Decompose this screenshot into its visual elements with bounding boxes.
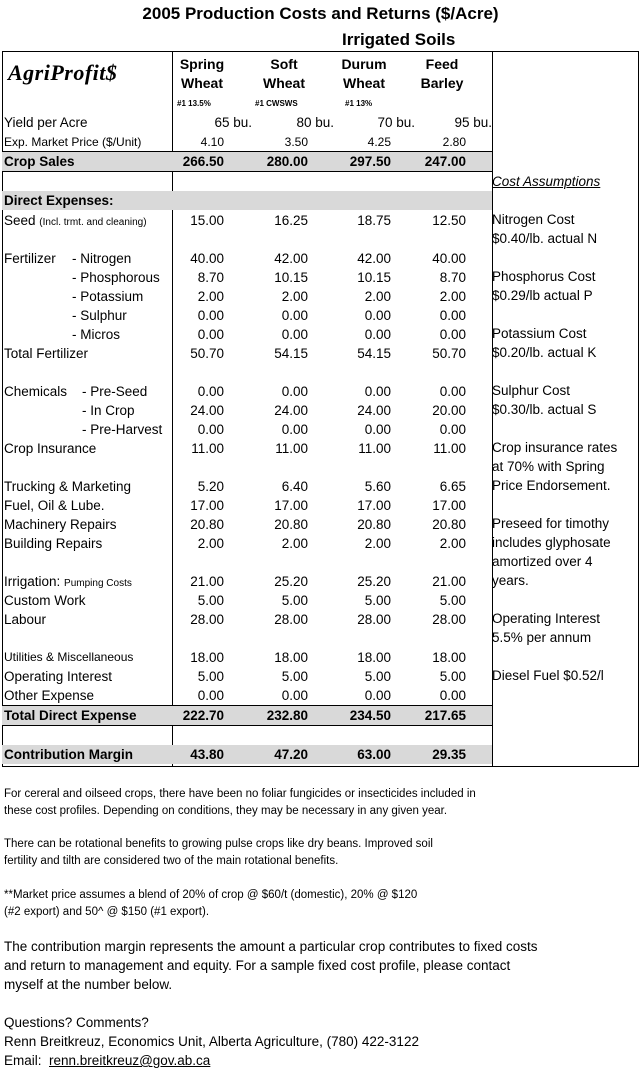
cell: 297.50	[349, 154, 391, 169]
note-line: includes glyphosate	[492, 535, 611, 550]
row-label: Labour	[4, 612, 47, 627]
row-label: Crop Insurance	[4, 441, 97, 456]
cell: 24.00	[274, 403, 308, 418]
cell: 0.00	[439, 688, 466, 703]
footnote-line: fertility and tilth are considered two of the main rotational benefits.	[4, 855, 339, 867]
cell: 54.15	[274, 346, 308, 361]
contact-line: Renn Breitkreuz, Economics Unit, Alberta Agriculture, (780) 422-3122	[4, 1034, 419, 1049]
row-building-repairs	[2, 534, 492, 553]
cell: 20.80	[432, 517, 466, 532]
cell: 65 bu.	[214, 115, 252, 130]
cell: 40.00	[190, 251, 224, 266]
cell: 6.40	[281, 479, 308, 494]
table-top-border	[2, 51, 639, 52]
col-header-line1: Feed	[425, 56, 459, 72]
note-line: 5.5% per annum	[492, 630, 592, 645]
footnote-contribution-margin	[4, 937, 538, 994]
col-header-line2: Barley	[420, 75, 464, 91]
row-labour	[2, 610, 492, 629]
cell: 0.00	[197, 384, 224, 399]
cell: 24.00	[190, 403, 224, 418]
footnote-line: For cereral and oilseed crops, there have been no foliar fungicides or insecticides included in	[4, 788, 476, 800]
cell: 15.00	[190, 213, 224, 228]
cell: 16.25	[274, 213, 308, 228]
cell: 217.65	[424, 708, 466, 723]
cell: 70 bu.	[377, 115, 415, 130]
col-header-feed-barley	[402, 55, 482, 93]
page-title: 2005 Production Costs and Returns ($/Acre)	[142, 4, 499, 23]
row-label: Machinery Repairs	[4, 517, 117, 532]
cell: 42.00	[357, 251, 391, 266]
cell: 5.00	[281, 669, 308, 684]
cell: 17.00	[274, 498, 308, 513]
cell: 28.00	[432, 612, 466, 627]
cell: 6.65	[439, 479, 466, 494]
cell: 0.00	[281, 384, 308, 399]
cell: 5.60	[364, 479, 391, 494]
cell: 43.80	[190, 747, 224, 762]
note-line: years.	[492, 573, 529, 588]
grade-durum-wheat: #1 13%	[345, 99, 373, 108]
note-line: Price Endorsement.	[492, 478, 611, 493]
grade-spring-wheat: #1 13.5%	[177, 99, 211, 108]
cell: 17.00	[432, 498, 466, 513]
cell: 21.00	[432, 574, 466, 589]
row-label: Crop Sales	[4, 154, 75, 169]
row-label: - In Crop	[82, 403, 135, 418]
row-price	[2, 133, 492, 152]
row-utilities	[2, 648, 492, 667]
cell: 5.00	[364, 669, 391, 684]
cell: 2.00	[281, 289, 308, 304]
note-line: Operating Interest	[492, 611, 601, 626]
cell: 2.00	[197, 289, 224, 304]
note-line: amortized over 4	[492, 554, 593, 569]
cell: 0.00	[364, 327, 391, 342]
row-trucking	[2, 477, 492, 496]
footnote-line: (#2 export) and 50^ @ $150 (#1 export).	[4, 906, 210, 918]
footnote-fungicides	[4, 786, 476, 820]
cell: 8.70	[439, 270, 466, 285]
cell: 2.00	[364, 536, 391, 551]
note-line: Crop insurance rates	[492, 440, 618, 455]
note-line: Preseed for timothy	[492, 516, 610, 531]
note-line: $0.40/lb. actual N	[492, 231, 598, 246]
seed-label: Seed	[4, 213, 36, 228]
cell: 11.00	[358, 441, 391, 456]
cell: 2.00	[281, 536, 308, 551]
cell: 18.00	[190, 650, 224, 665]
irrigation-label: Irrigation:	[4, 574, 61, 589]
cell: 0.00	[197, 308, 224, 323]
cell: 18.75	[357, 213, 391, 228]
cell: 5.00	[197, 669, 224, 684]
cell: 280.00	[266, 154, 308, 169]
cell: 20.80	[274, 517, 308, 532]
footnote-line: myself at the number below.	[4, 977, 173, 992]
cell: 95 bu.	[454, 115, 492, 130]
row-chem-incrop	[2, 401, 492, 420]
note-line: Potassium Cost	[492, 326, 587, 341]
cell: 0.00	[364, 688, 391, 703]
cell: 2.00	[197, 536, 224, 551]
note-line: Diesel Fuel $0.52/l	[492, 668, 604, 683]
agriprofit-logo: AgriProfit$	[8, 60, 118, 85]
cell: 28.00	[274, 612, 308, 627]
col-header-soft-wheat	[244, 55, 324, 93]
row-label: Total Fertilizer	[4, 346, 89, 361]
cell: 11.00	[275, 441, 308, 456]
cell: 5.00	[197, 593, 224, 608]
cell: 10.15	[357, 270, 391, 285]
cell: 80 bu.	[296, 115, 334, 130]
cell: 0.00	[439, 422, 466, 437]
cell: 17.00	[190, 498, 224, 513]
row-yield	[2, 113, 492, 132]
note-line: $0.20/lb. actual K	[492, 345, 597, 360]
cell: 28.00	[357, 612, 391, 627]
footnote-market-price	[4, 887, 417, 921]
cell: 40.00	[432, 251, 466, 266]
seed-note: (Incl. trmt. and cleaning)	[39, 217, 147, 228]
note-line: $0.30/lb. actual S	[492, 402, 597, 417]
row-total-direct-expense	[2, 706, 492, 725]
divider	[2, 171, 492, 172]
row-crop-insurance	[2, 439, 492, 458]
footnote-line: these cost profiles. Depending on conditions, they may be necessary in any given year.	[4, 805, 448, 817]
cell: 63.00	[357, 747, 391, 762]
row-custom-work	[2, 591, 492, 610]
cell: 4.25	[367, 135, 391, 149]
cell: 0.00	[364, 384, 391, 399]
cell: 0.00	[197, 327, 224, 342]
footnote-pulse-crops	[4, 836, 433, 870]
col-header-line1: Soft	[270, 56, 298, 72]
cell: 54.15	[357, 346, 391, 361]
cell: 222.70	[182, 708, 224, 723]
cell: 11.00	[433, 441, 466, 456]
contact-block	[4, 1013, 419, 1070]
cell: 0.00	[439, 308, 466, 323]
cell: 28.00	[190, 612, 224, 627]
cost-assumptions-heading: Cost Assumptions	[492, 174, 601, 189]
footnote-line: The contribution margin represents the amount a particular crop contributes to fixed costs	[4, 939, 538, 954]
cell: 2.00	[439, 289, 466, 304]
col-header-line1: Spring	[179, 56, 225, 72]
cell: 24.00	[357, 403, 391, 418]
cell: 25.20	[357, 574, 391, 589]
row-label: Building Repairs	[4, 536, 103, 551]
row-other-expense	[2, 686, 492, 705]
cell: 0.00	[197, 422, 224, 437]
cell: 0.00	[281, 308, 308, 323]
cell: 18.00	[432, 650, 466, 665]
cell: 20.80	[357, 517, 391, 532]
cell: 2.00	[439, 536, 466, 551]
cell: 0.00	[281, 422, 308, 437]
cell: 5.00	[439, 593, 466, 608]
row-label: Contribution Margin	[4, 747, 133, 762]
section-heading: Direct Expenses:	[4, 193, 114, 208]
cell: 5.00	[281, 593, 308, 608]
row-fert-phosphorous	[2, 268, 492, 287]
col-header-line1: Durum	[341, 56, 387, 72]
col-header-durum-wheat	[324, 55, 404, 93]
note-line: Nitrogen Cost	[492, 212, 575, 227]
cell: 247.00	[424, 154, 466, 169]
email-label: Email:	[4, 1053, 42, 1068]
row-label: Yield per Acre	[4, 115, 88, 130]
cell: 0.00	[197, 688, 224, 703]
questions-line: Questions? Comments?	[4, 1015, 149, 1030]
divider	[2, 725, 492, 726]
cell: 3.50	[284, 135, 308, 149]
cell: 0.00	[364, 422, 391, 437]
cell: 25.20	[274, 574, 308, 589]
cell: 8.70	[197, 270, 224, 285]
chemicals-label: Chemicals	[4, 384, 68, 399]
cell: 50.70	[190, 346, 224, 361]
row-seed	[2, 211, 492, 230]
row-label: Operating Interest	[4, 669, 113, 684]
row-fert-potassium	[2, 287, 492, 306]
cell: 12.50	[432, 213, 466, 228]
irrigation-note: Pumping Costs	[64, 578, 132, 589]
footnote-line: and return to management and equity. For a sample fixed cost profile, please contact	[4, 958, 511, 973]
grade-soft-wheat: #1 CWSWS	[255, 99, 298, 108]
row-irrigation	[2, 572, 492, 591]
note-line: at 70% with Spring	[492, 459, 605, 474]
cell: 17.00	[357, 498, 391, 513]
row-direct-expenses-heading	[2, 191, 492, 210]
cell: 11.00	[191, 441, 224, 456]
row-label: - Pre-Harvest	[82, 422, 163, 437]
cell: 42.00	[274, 251, 308, 266]
cell: 266.50	[182, 154, 224, 169]
page-subtitle: Irrigated Soils	[342, 30, 456, 49]
cell: 18.00	[357, 650, 391, 665]
row-label: Total Direct Expense	[4, 708, 137, 723]
cell: 2.80	[442, 135, 466, 149]
fertilizer-label: Fertilizer	[4, 251, 56, 266]
table-bottom-border	[2, 766, 639, 767]
row-chem-preharvest	[2, 420, 492, 439]
row-label: Other Expense	[4, 688, 95, 703]
cell: 232.80	[266, 708, 308, 723]
cell: 5.00	[364, 593, 391, 608]
cell: 29.35	[432, 747, 466, 762]
note-line: Sulphur Cost	[492, 383, 571, 398]
row-label: Fuel, Oil & Lube.	[4, 498, 105, 513]
cell: 5.00	[439, 669, 466, 684]
cell: 0.00	[439, 327, 466, 342]
row-label: Trucking & Marketing	[4, 479, 132, 494]
cell: 234.50	[349, 708, 391, 723]
email-line	[4, 1051, 419, 1070]
cell: 0.00	[281, 688, 308, 703]
col-header-line2: Wheat	[263, 75, 305, 91]
row-label: Custom Work	[4, 593, 86, 608]
note-line: Phosphorus Cost	[492, 269, 596, 284]
row-operating-interest	[2, 667, 492, 686]
footnote-line: There can be rotational benefits to growing pulse crops like dry beans. Improved soil	[4, 838, 433, 850]
cell: 0.00	[281, 327, 308, 342]
footnote-line: **Market price assumes a blend of 20% of crop @ $60/t (domestic), 20% @ $120	[4, 889, 418, 901]
email-link[interactable]: renn.breitkreuz@gov.ab.ca	[49, 1053, 211, 1068]
cell: 20.00	[432, 403, 466, 418]
row-machinery-repairs	[2, 515, 492, 534]
row-label: - Potassium	[72, 289, 144, 304]
cell: 10.15	[274, 270, 308, 285]
row-fert-micros	[2, 325, 492, 344]
row-label	[4, 572, 132, 593]
row-fuel	[2, 496, 492, 515]
row-label: - Nitrogen	[72, 251, 132, 266]
row-label: - Micros	[72, 327, 120, 342]
cell: 50.70	[432, 346, 466, 361]
row-fert-nitrogen	[2, 249, 492, 268]
row-label: - Phosphorous	[72, 270, 160, 285]
row-label: - Sulphur	[72, 308, 127, 323]
row-fert-sulphur	[2, 306, 492, 325]
row-label	[4, 211, 147, 232]
cell: 18.00	[274, 650, 308, 665]
cell: 0.00	[364, 308, 391, 323]
col-header-spring-wheat	[162, 55, 242, 93]
row-label: Exp. Market Price ($/Unit)	[4, 135, 142, 149]
note-line: $0.29/lb actual P	[492, 288, 593, 303]
row-crop-sales	[2, 152, 492, 171]
cell: 20.80	[190, 517, 224, 532]
cell: 0.00	[439, 384, 466, 399]
row-label: Utilities & Miscellaneous	[4, 650, 134, 664]
row-total-fertilizer	[2, 344, 492, 363]
col-header-line2: Wheat	[181, 75, 223, 91]
cell: 47.20	[274, 747, 308, 762]
row-contribution-margin	[2, 745, 492, 764]
cell: 5.20	[197, 479, 224, 494]
col-header-line2: Wheat	[343, 75, 385, 91]
cell: 4.10	[200, 135, 224, 149]
cost-assumptions-panel	[492, 172, 640, 685]
cell: 2.00	[364, 289, 391, 304]
row-chem-preseed	[2, 382, 492, 401]
row-label: - Pre-Seed	[82, 384, 148, 399]
cell: 21.00	[190, 574, 224, 589]
